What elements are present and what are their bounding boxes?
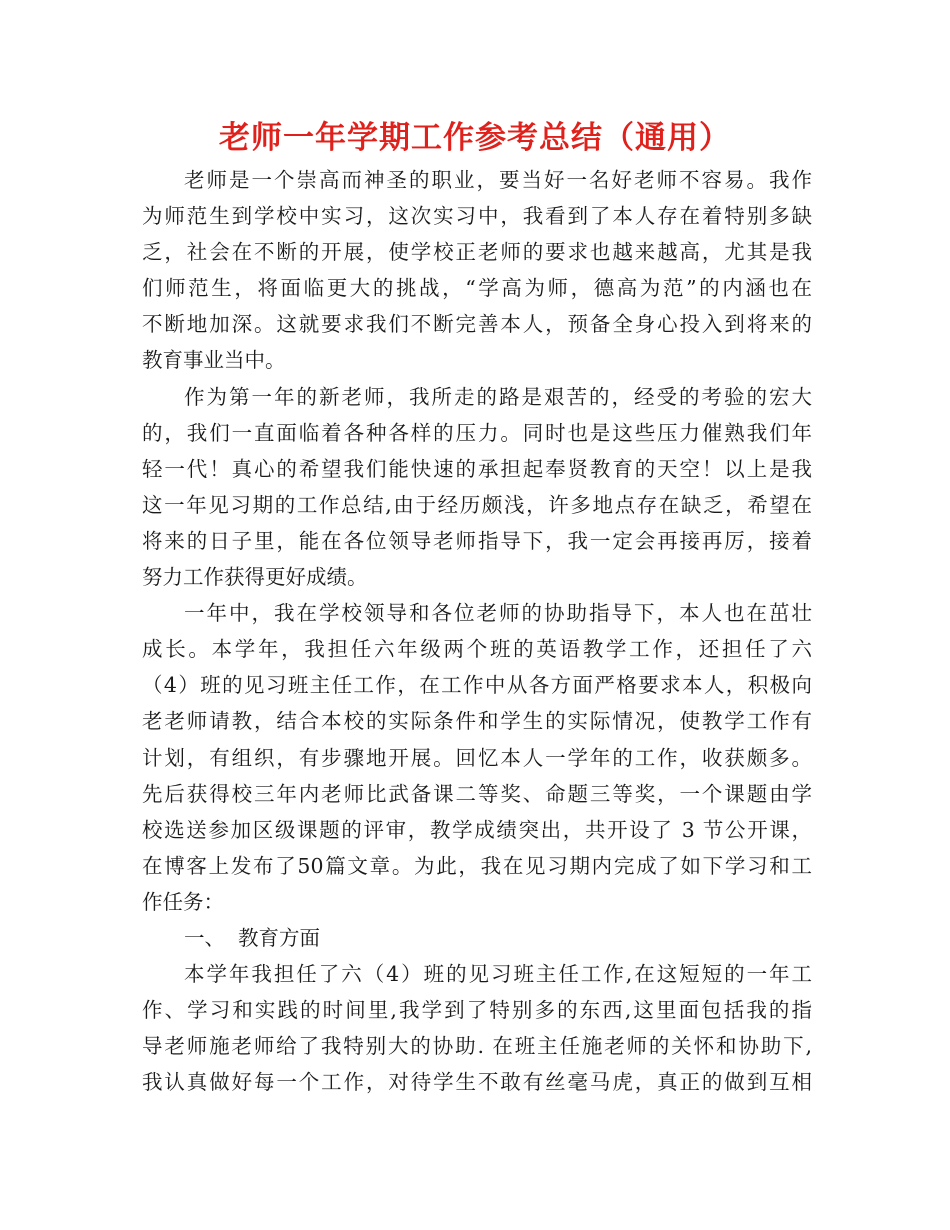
body-line: 作、学习和实践的时间里,我学到了特别多的东西,这里面包括我的指 [142,998,812,1023]
body-line: 校选送参加区级课题的评审，教学成绩突出，共开设了 3 节公开课， [142,817,812,842]
body-line: 们师范生，将面临更大的挑战，“学高为师，德高为范”的内涵也在 [142,276,812,301]
document-title: 老师一年学期工作参考总结（通用） [219,120,731,156]
body-line: 一、 教育方面 [184,925,321,950]
body-line: 将来的日子里，能在各位领导老师指导下，我一定会再接再厉，接着 [142,528,812,553]
body-line: 努力工作获得更好成绩。 [142,565,368,590]
body-line: 计划，有组织，有步骤地开展。回忆本人一学年的工作，收获颇多。 [142,745,812,770]
body-line: 不断地加深。这就要求我们不断完善本人，预备全身心投入到将来的 [142,312,812,337]
body-line: 作任务： [142,889,224,914]
body-line: 在博客上发布了50篇文章。为此，我在见习期内完成了如下学习和工 [142,853,812,878]
body-line: 为师范生到学校中实习，这次实习中，我看到了本人存在着特别多缺 [142,204,812,229]
body-line: 老老师请教，结合本校的实际条件和学生的实际情况，使教学工作有 [142,709,812,734]
body-line: 作为第一年的新老师，我所走的路是艰苦的，经受的考验的宏大 [184,384,812,409]
body-line: 这一年见习期的工作总结,由于经历颇浅，许多地点存在缺乏，希望在 [142,492,812,517]
body-line: 本学年我担任了六（4）班的见习班主任工作,在这短短的一年工 [184,962,812,987]
body-line: 我认真做好每一个工作，对待学生不敢有丝毫马虎，真正的做到互相 [142,1070,812,1095]
body-line: 一年中，我在学校领导和各位老师的协助指导下，本人也在茁壮 [184,601,812,626]
body-line: 教育事业当中。 [142,348,286,373]
document-body [142,162,812,1100]
body-line: 成长。本学年，我担任六年级两个班的英语教学工作，还担任了六 [142,637,812,662]
body-line: 轻一代！真心的希望我们能快速的承担起奉贤教育的天空！以上是我 [142,456,812,481]
body-line: 先后获得校三年内老师比武备课二等奖、命题三等奖，一个课题由学 [142,781,812,806]
body-line: （4）班的见习班主任工作，在工作中从各方面严格要求本人，积极向 [142,673,812,698]
body-line: 乏，社会在不断的开展，使学校正老师的要求也越来越高，尤其是我 [142,240,812,265]
body-line: 老师是一个崇高而神圣的职业，要当好一名好老师不容易。我作 [184,168,812,192]
body-line: 的，我们一直面临着各种各样的压力。同时也是这些压力催熟我们年 [142,420,812,445]
body-line: 导老师施老师给了我特别大的协助. 在班主任施老师的关怀和协助下, [142,1034,812,1059]
